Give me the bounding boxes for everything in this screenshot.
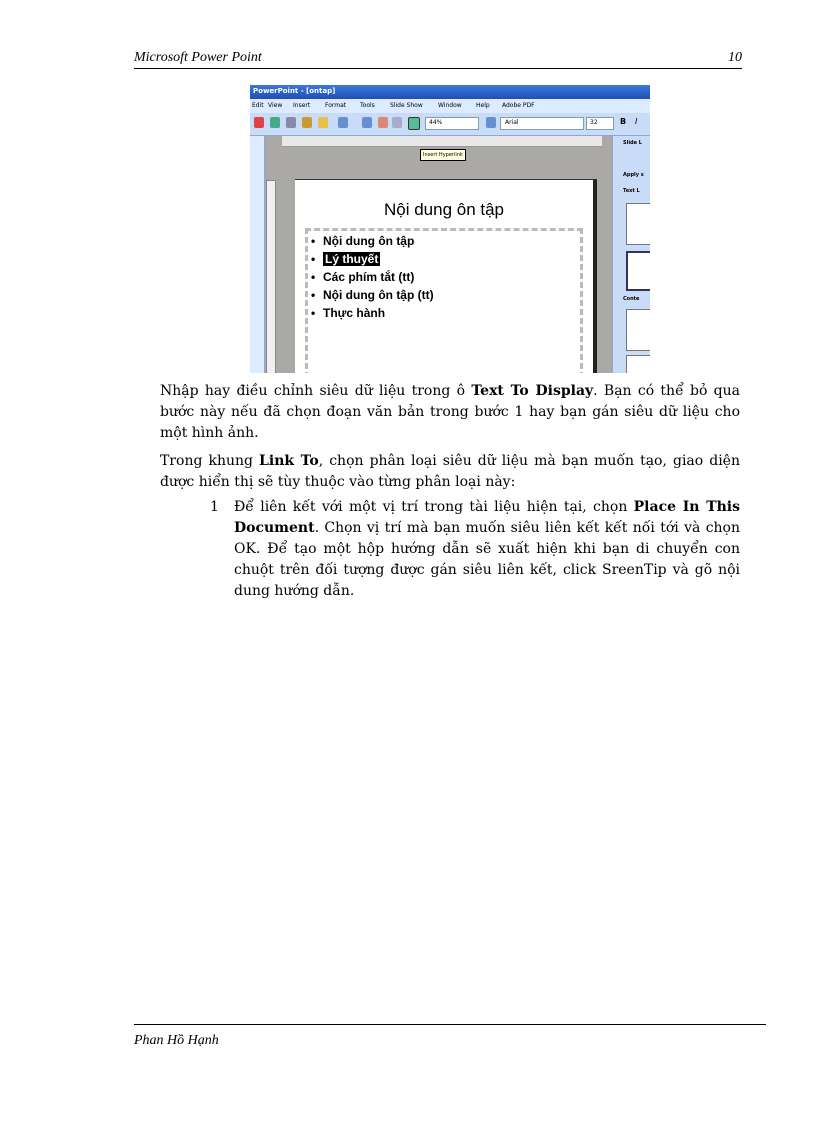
list-number: 1 [210, 499, 219, 515]
outline-pane [250, 136, 265, 373]
bullet-item-selected: • Lý thuyết [311, 252, 379, 266]
bullet-item: • Nội dung ôn tập (tt) [311, 288, 434, 302]
menu-bar [250, 99, 650, 113]
window-titlebar [250, 85, 650, 99]
menu-insert[interactable]: Insert [293, 102, 311, 109]
bullet-item: • Các phím tắt (tt) [311, 270, 415, 284]
header-title: Microsoft Power Point [134, 50, 262, 65]
pdf-icon[interactable] [254, 117, 264, 128]
menu-window[interactable]: Window [438, 102, 462, 109]
help-icon[interactable] [486, 117, 496, 128]
menu-view[interactable]: View [268, 102, 283, 109]
font-size-select[interactable] [586, 117, 614, 130]
font-select[interactable] [500, 117, 584, 130]
window-title: PowerPoint - [ontap] [253, 87, 336, 95]
vertical-ruler [266, 180, 276, 373]
layout-thumbnail[interactable] [626, 309, 650, 351]
list-item: Để liên kết với một vị trí trong tài liệu hiện tại, chọn Place In This Document. Chọn vị trí mà bạn muốn siêu liên kết kết nối tới và chọn OK. Để tạo một hộp hướng dẫn sẽ xuất hiện khi bạn di chuyển con chuột trên đối tượng được gán siêu liên kết, click SreenTip và gõ nội dung hướng dẫn. [234, 499, 740, 599]
zoom-select[interactable] [425, 117, 479, 130]
layout-thumbnail-selected[interactable] [626, 251, 650, 291]
font-value: Arial [505, 119, 519, 126]
format-painter-icon[interactable] [318, 117, 328, 128]
table-icon[interactable] [378, 117, 388, 128]
footer-author: Phan Hồ Hạnh [134, 1033, 219, 1048]
menu-adobe-pdf[interactable]: Adobe PDF [502, 102, 535, 109]
paragraph-link-to: Trong khung Link To, chọn phân loại siêu dữ liệu mà bạn muốn tạo, giao diện được hiển thị sẽ tùy thuộc vào từng phân loại này: [160, 453, 740, 490]
bullet-item: • Nội dung ôn tập [311, 234, 415, 248]
chart-icon[interactable] [362, 117, 372, 128]
menu-slide-show[interactable]: Slide Show [390, 102, 423, 109]
text-layouts-label: Text L [623, 188, 640, 194]
layout-thumbnail[interactable] [626, 203, 650, 245]
toolbar [250, 113, 650, 136]
page-header [134, 48, 742, 69]
powerpoint-screenshot [250, 85, 650, 373]
bold-button[interactable]: B [620, 117, 627, 126]
horizontal-ruler [282, 136, 602, 147]
font-size-value: 32 [590, 119, 598, 126]
page-number: 10 [728, 50, 742, 65]
task-pane-apply-label: Apply s [623, 172, 644, 178]
task-pane-title: Slide L [623, 140, 642, 146]
slide-title: Nội dung ôn tập [383, 200, 505, 219]
hyperlink-tooltip: Insert Hyperlink [420, 149, 466, 161]
page-footer [134, 1024, 766, 1048]
insert-hyperlink-icon[interactable] [408, 117, 420, 130]
slide-canvas[interactable] [295, 179, 597, 373]
italic-button[interactable]: I [635, 117, 638, 126]
paste-icon[interactable] [302, 117, 312, 128]
menu-help[interactable]: Help [476, 102, 490, 109]
zoom-value: 44% [429, 119, 443, 126]
bullet-list [311, 232, 434, 322]
undo-icon[interactable] [338, 117, 348, 128]
menu-format[interactable]: Format [325, 102, 347, 109]
paragraph-text-to-display: Nhập hay điều chỉnh siêu dữ liệu trong ô Text To Display. Bạn có thể bỏ qua bước này nếu đã chọn đoạn văn bản trong bước 1 hay bạn gán siêu dữ liệu cho một hình ảnh. [160, 383, 741, 441]
layout-thumbnail[interactable] [626, 355, 650, 373]
content-layouts-label: Conte [623, 296, 640, 302]
bullet-item: • Thực hành [311, 306, 386, 320]
copy-icon[interactable] [286, 117, 296, 128]
menu-edit[interactable]: Edit [252, 102, 264, 109]
print-icon[interactable] [270, 117, 280, 128]
menu-tools[interactable]: Tools [360, 102, 375, 109]
grid-icon[interactable] [392, 117, 402, 128]
